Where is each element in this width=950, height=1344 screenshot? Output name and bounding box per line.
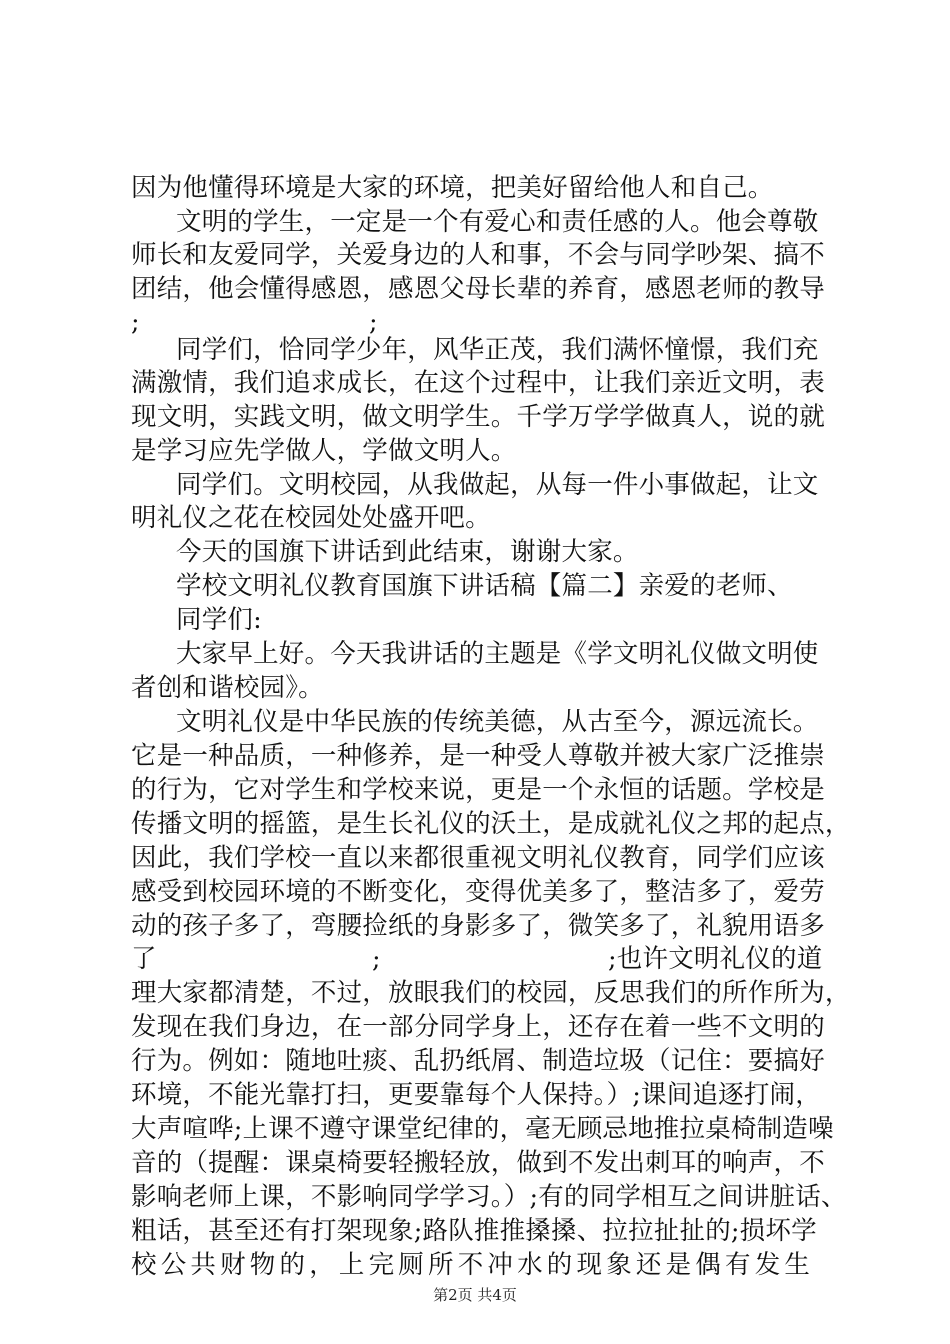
text-line: 粗话，甚至还有打架现象;路队推推搡搡、拉拉扯扯的;损坏学 bbox=[131, 1216, 817, 1246]
text-line: 音的（提醒：课桌椅要轻搬轻放，做到不发出刺耳的响声，不 bbox=[131, 1148, 825, 1178]
text-line: 传播文明的摇篮，是生长礼仪的沃土，是成就礼仪之邦的起点， bbox=[131, 809, 851, 839]
text-line: 因为他懂得环境是大家的环境，把美好留给他人和自己。 bbox=[131, 173, 774, 203]
text-line: 师长和友爱同学，关爱身边的人和事，不会与同学吵架、搞不 bbox=[131, 240, 825, 270]
text-line: 今天的国旗下讲话到此结束，谢谢大家。 bbox=[176, 537, 639, 567]
text-line: 明礼仪之花在校园处处盛开吧。 bbox=[131, 503, 491, 533]
text-line: 文明的学生，一定是一个有爱心和责任感的人。他会尊敬 bbox=[176, 207, 819, 237]
text-line: 是学习应先学做人，学做文明人。 bbox=[131, 436, 517, 466]
text-line: ; bbox=[372, 944, 381, 974]
text-line: 文明礼仪是中华民族的传统美德，从古至今，源远流长。 bbox=[176, 707, 819, 737]
text-line: 动的孩子多了，弯腰捡纸的身影多了，微笑多了，礼貌用语多 bbox=[131, 911, 825, 941]
text-line: ; bbox=[369, 307, 378, 337]
text-line: 现文明，实践文明，做文明学生。千学万学学做真人，说的就 bbox=[131, 402, 825, 432]
text-line: 感受到校园环境的不断变化，变得优美多了，整洁多了，爱劳 bbox=[131, 877, 825, 907]
text-line: 行为。例如：随地吐痰、乱扔纸屑、制造垃圾（记住：要搞好 bbox=[131, 1046, 825, 1076]
text-line: 环境，不能光靠打扫，更要靠每个人保持。）;课间追逐打闹， bbox=[131, 1080, 821, 1110]
text-line: 大家早上好。今天我讲话的主题是《学文明礼仪做文明使 bbox=[176, 639, 819, 669]
text-line: 满激情，我们追求成长，在这个过程中，让我们亲近文明，表 bbox=[131, 368, 825, 398]
text-line: 的行为，它对学生和学校来说，更是一个永恒的话题。学校是 bbox=[131, 775, 825, 805]
text-line: 影响老师上课，不影响同学学习。）;有的同学相互之间讲脏话、 bbox=[131, 1182, 847, 1212]
text-line: ;也许文明礼仪的道 bbox=[608, 944, 823, 974]
text-line: ; bbox=[131, 307, 140, 337]
text-line: 同学们。文明校园，从我做起，从每一件小事做起，让文 bbox=[176, 470, 819, 500]
text-line: 它是一种品质，一种修养，是一种受人尊敬并被大家广泛推崇 bbox=[131, 741, 825, 771]
text-line: 团结，他会懂得感恩，感恩父母长辈的养育，感恩老师的教导 bbox=[131, 274, 825, 304]
page-footer: 第2页 共4页 bbox=[433, 1286, 517, 1304]
text-line: 同学们，恰同学少年，风华正茂，我们满怀憧憬，我们充 bbox=[176, 335, 819, 365]
text-line: 者创和谐校园》。 bbox=[131, 673, 324, 703]
text-line: 同学们: bbox=[176, 605, 262, 635]
text-line: 因此，我们学校一直以来都很重视文明礼仪教育，同学们应该 bbox=[131, 843, 825, 873]
text-line: 校公共财物的，上完厕所不冲水的现象还是偶有发生 bbox=[131, 1250, 815, 1280]
text-line: 了 bbox=[131, 944, 157, 974]
text-line: 大声喧哗;上课不遵守课堂纪律的，毫无顾忌地推拉桌椅制造噪 bbox=[131, 1114, 834, 1144]
text-line: 学校文明礼仪教育国旗下讲话稿【篇二】亲爱的老师、 bbox=[176, 571, 793, 601]
text-line: 发现在我们身边，在一部分同学身上，还存在着一些不文明的 bbox=[131, 1012, 825, 1042]
text-line: 理大家都清楚，不过，放眼我们的校园，反思我们的所作所为， bbox=[131, 978, 851, 1008]
